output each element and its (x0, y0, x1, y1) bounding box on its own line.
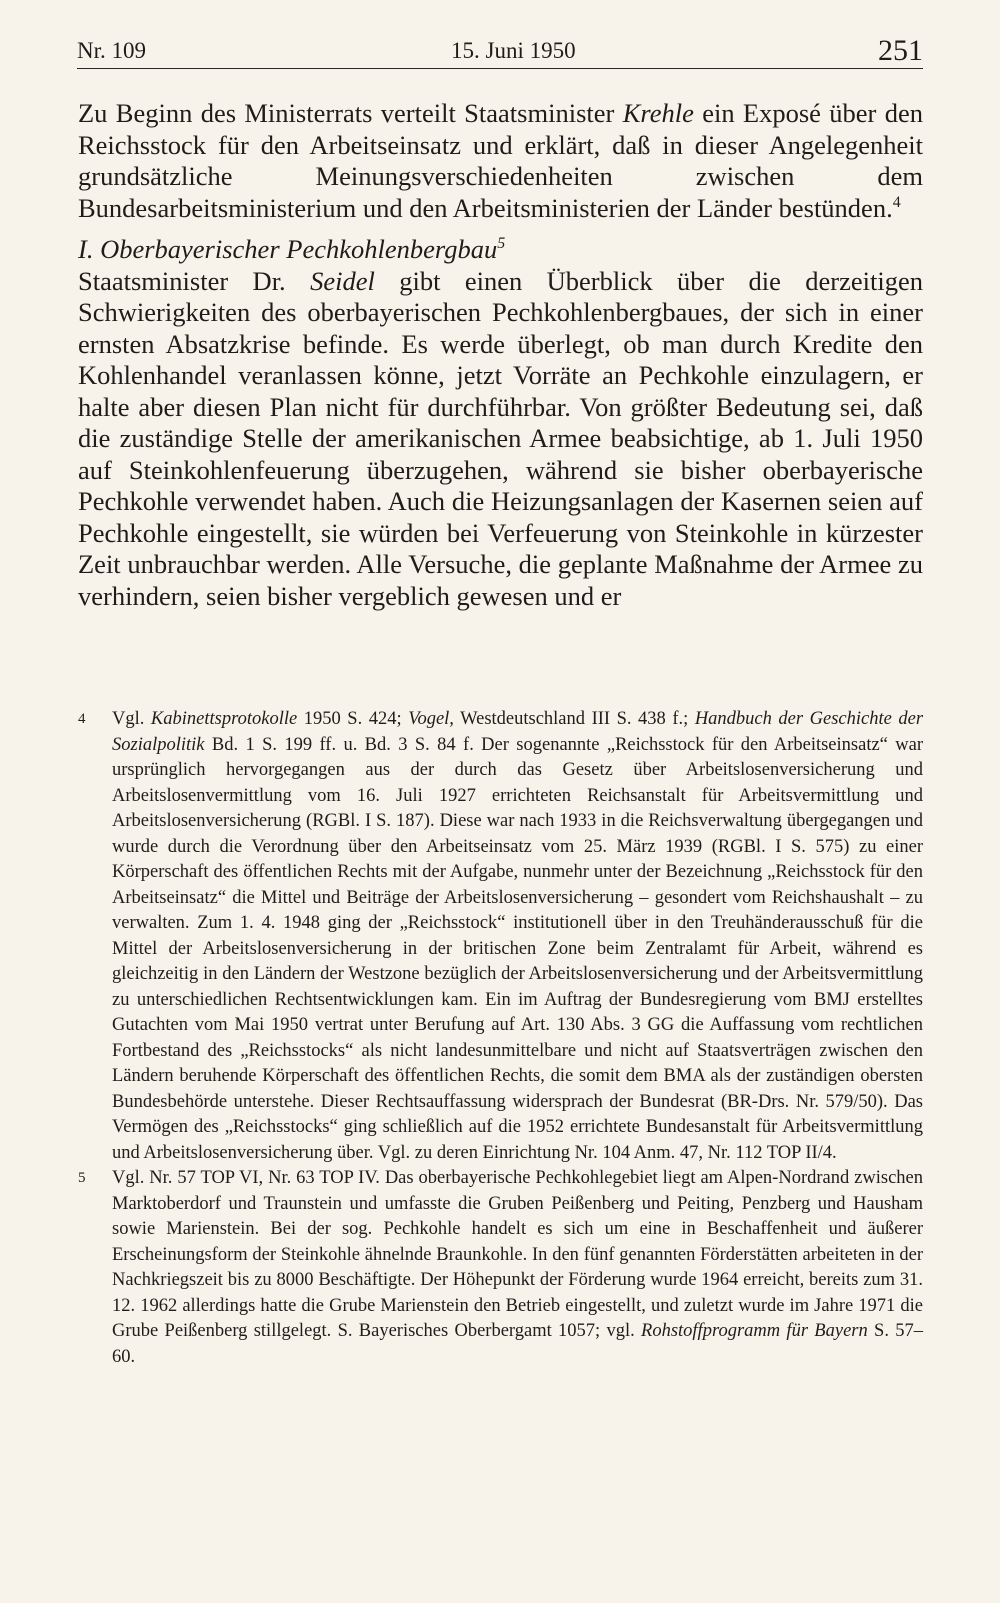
page-number: 251 (878, 34, 923, 67)
footnote-ref[interactable]: 4 (892, 193, 901, 211)
document-number: Nr. 109 (77, 38, 146, 63)
main-text (78, 98, 923, 612)
footnote-text: Vgl. Kabinettsprotokolle 1950 S. 424; Vogel, Westdeutschland III S. 438 f.; Handbuch der Geschichte der Sozialpolitik Bd. 1 S. 199 ff. u. Bd. 3 S. 84 f. Der sogenannte „Reichsstock für den Arbeitseinsatz“ war ursprünglich hervorgegangen aus der durch das Gesetz über Arbeitslosenversicherung und Arbeitslosenvermittlung vom 16. Juli 1927 errichteten Reichsanstalt für Arbeitsvermittlung und Arbeitslosenversicherung (RGBl. I S. 187). Diese war nach 1933 in die Reichsverwaltung übergegangen und wurde durch die Verordnung über den Arbeitseinsatz vom 25. März 1939 (RGBl. I S. 575) zu einer Körperschaft des öffentlichen Rechts mit der Aufgabe, nunmehr unter der Bezeichnung „Reichsstock für den Arbeitseinsatz“ die Mittel und Beiträge der Arbeitslosenversicherung – gesondert vom Reichshaushalt – zu verwalten. Zum 1. 4. 1948 ging der „Reichsstock“ institutionell über in den Treuhänderausschuß für die Mittel der Arbeitslosenversicherung in der britischen Zone beim Zentralamt für Arbeit, während es gleichzeitig in den Ländern der Westzone bezüglich der Arbeitslosenversicherung und der Arbeitsvermittlung zu unterschiedlichen Rechtsentwicklungen kam. Ein im Auftrag der Bundesregierung vom BMJ erstelltes Gutachten vom Mai 1950 vertrat unter Berufung auf Art. 130 Abs. 3 GG die Auffassung vom rechtlichen Fortbestand des „Reichsstocks“ als nicht landesunmittelbare und nicht auf Staatsverträgen zwischen den Ländern beruhende Körperschaft des öffentlichen Rechts, die somit dem BMA als der zuständigen obersten Bundesbehörde unterstehe. Dieser Rechtsauffassung widersprach der Bundesrat (BR-Drs. Nr. 579/50). Das Vermögen des „Reichsstocks“ ging schließlich auf die 1952 errichtete Bundesanstalt für Arbeitsvermittlung und Arbeitslosenversicherung über. Vgl. zu deren Einrichtung Nr. 104 Anm. 47, Nr. 112 TOP II/4. (112, 709, 924, 1163)
footnotes (78, 707, 923, 1370)
page-header (77, 34, 923, 69)
intro-paragraph: Zu Beginn des Ministerrats verteilt Staatsminister Krehle ein Exposé über den Reichsstock für den Arbeitseinsatz und erklärt, daß in dieser Angelegenheit grundsätzliche Meinungsverschiedenheiten zwischen dem Bundesarbeitsministerium und den Arbeitsministerien der Länder bestünden.$^4$ (78, 98, 923, 223)
footnote-number: 4 (78, 711, 86, 727)
footnote-ref[interactable]: 5 (497, 235, 506, 253)
footnote-number: 5 (78, 1170, 86, 1186)
section-paragraph: Staatsminister Dr. Seidel gibt einen Überblick über die derzeitigen Schwierigkeiten des oberbayerischen Pechkohlenbergbaues, der sich in einer ernsten Absatzkrise befinde. Es werde überlegt, ob man durch Kredite den Kohlenhandel veranlassen könne, jetzt Vorräte an Pechkohle einzulagern, er halte aber diesen Plan nicht für durchführbar. Von größter Bedeutung sei, daß die zuständige Stelle der amerikanischen Armee beabsichtige, ab 1. Juli 1950 auf Steinkohlenfeuerung überzugehen, während sie bisher oberbayerische Pechkohle verwendet haben. Auch die Heizungsanlagen der Kasernen seien auf Pechkohle eingestellt, sie würden bei Verfeuerung von Steinkohle in kürzester Zeit unbrauchbar werden. Alle Versuche, die geplante Maßnahme der Armee zu verhindern, seien bisher vergeblich gewesen und er (78, 265, 924, 611)
person-name: Krehle (622, 98, 694, 128)
footnote (78, 707, 923, 1166)
footnote-text: Vgl. Nr. 57 TOP VI, Nr. 63 TOP IV. Das oberbayerische Pechkohlegebiet liegt am Alpen-Nordrand zwischen Marktoberdorf und Traunstein und umfasste die Gruben Peißenberg und Peiting, Penzberg und Hausham sowie Marienstein. Bei der sog. Pechkohle handelt es sich um eine in Beschaffenheit und äußerer Erscheinungsform der Steinkohle ähnelnde Braunkohle. In den fünf genannten Förderstätten arbeiteten in der Nachkriegszeit bis zu 8000 Beschäftigte. Der Höhepunkt der Förderung wurde 1964 erreicht, bereits zum 31. 12. 1962 allerdings hatte die Grube Marienstein den Betrieb eingestellt, und zuletzt wurde im Jahre 1971 die Grube Peißenberg stillgelegt. S. Bayerisches Oberbergamt 1057; vgl. Rohstoffprogramm für Bayern S. 57–60. (112, 1168, 923, 1367)
footnote (78, 1166, 923, 1370)
section-heading: I. Oberbayerischer Pechkohlenbergbau$^5$ (78, 234, 506, 264)
person-name: Seidel (310, 265, 375, 296)
document-date: 15. Juni 1950 (451, 38, 576, 63)
